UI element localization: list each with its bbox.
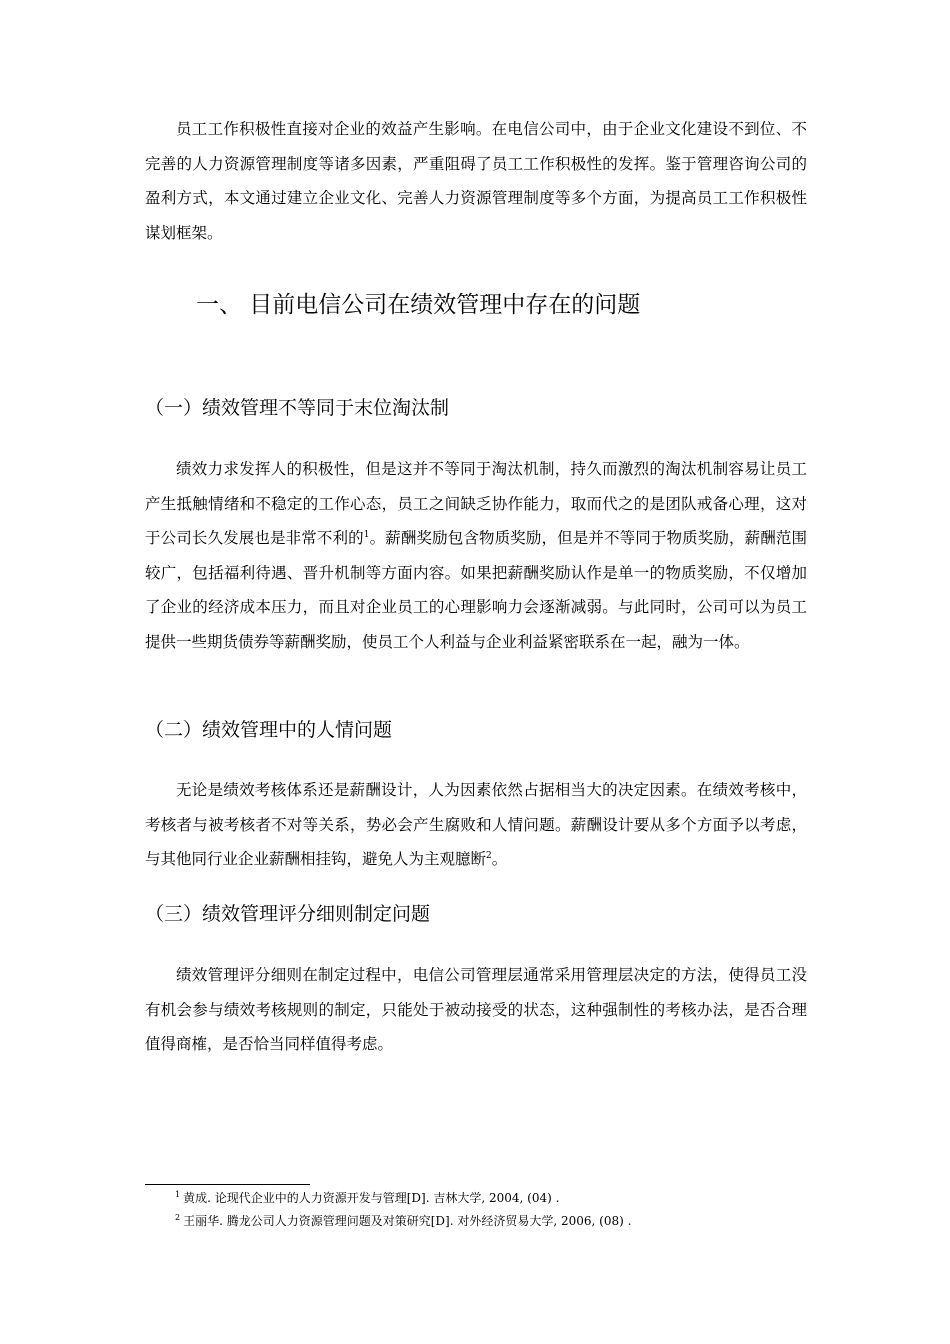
section-heading-1: （一）绩效管理不等同于末位淘汰制	[145, 397, 450, 419]
footnote-ref-1: 1	[363, 529, 370, 540]
section-3-paragraph: 绩效管理评分细则在制定过程中，电信公司管理层通常采用管理层决定的方法，使得员工没有机会参与绩效考核规则的制定，只能处于被动接受的状态，这种强制性的考核办法，是否合理值得商榷，是否恰当同样值得考虑。	[145, 966, 807, 1053]
chapter-heading: 一、 目前电信公司在绩效管理中存在的问题	[196, 292, 641, 318]
section-heading-2: （二）绩效管理中的人情问题	[145, 719, 393, 741]
section-heading-3: （三）绩效管理评分细则制定问题	[145, 903, 431, 925]
section-1-text-a: 绩效力求发挥人的积极性，但是这并不等同于淘汰机制，持久而激烈的淘汰机制容易让员工产生抵触情绪和不稳定的工作心态，员工之间缺乏协作能力，取而代之的是团队戒备心理，这对于公司长久发展也是非常不利的	[145, 460, 807, 547]
section-1-paragraph	[145, 452, 807, 659]
section-2-text-a: 无论是绩效考核体系还是薪酬设计，人为因素依然占据相当大的决定因素。在绩效考核中，考核者与被考核者不对等关系，势必会产生腐败和人情问题。薪酬设计要从多个方面予以考虑，与其他同行业企业薪酬相挂钩，避免人为主观臆断	[145, 781, 807, 868]
footnote-ref-2: 2	[486, 850, 492, 861]
footnote-1-number: 1	[175, 1190, 181, 1199]
footnote-2-number: 2	[175, 1213, 181, 1222]
footnote-2-text: 王丽华. 腾龙公司人力资源管理问题及对策研究[D]. 对外经济贸易大学, 2006, (08) .	[183, 1214, 632, 1228]
footnote-1-text: 黄成. 论现代企业中的人力资源开发与管理[D]. 吉林大学, 2004, (04) .	[183, 1191, 560, 1205]
section-1-text-b: 。薪酬奖励包含物质奖励，但是并不等同于物质奖励，薪酬范围较广，包括福利待遇、晋升机制等方面内容。如果把薪酬奖励认作是单一的物质奖励，不仅增加了企业的经济成本压力，而且对企业员工的心理影响力会逐渐减弱。与此同时，公司可以为员工提供一些期货债券等薪酬奖励，使员工个人利益与企业利益紧密联系在一起，融为一体。	[145, 529, 807, 651]
footnote-2	[175, 1212, 631, 1230]
footnote-separator	[145, 1184, 310, 1185]
section-2-text-b: 。	[491, 850, 508, 868]
section-2-paragraph	[145, 773, 807, 877]
intro-paragraph: 员工工作积极性直接对企业的效益产生影响。在电信公司中，由于企业文化建设不到位、不完善的人力资源管理制度等诸多因素，严重阻碍了员工工作积极性的发挥。鉴于管理咨询公司的盈利方式，本文通过建立企业文化、完善人力资源管理制度等多个方面，为提高员工工作积极性谋划框架。	[145, 120, 807, 242]
footnote-1	[175, 1189, 559, 1207]
